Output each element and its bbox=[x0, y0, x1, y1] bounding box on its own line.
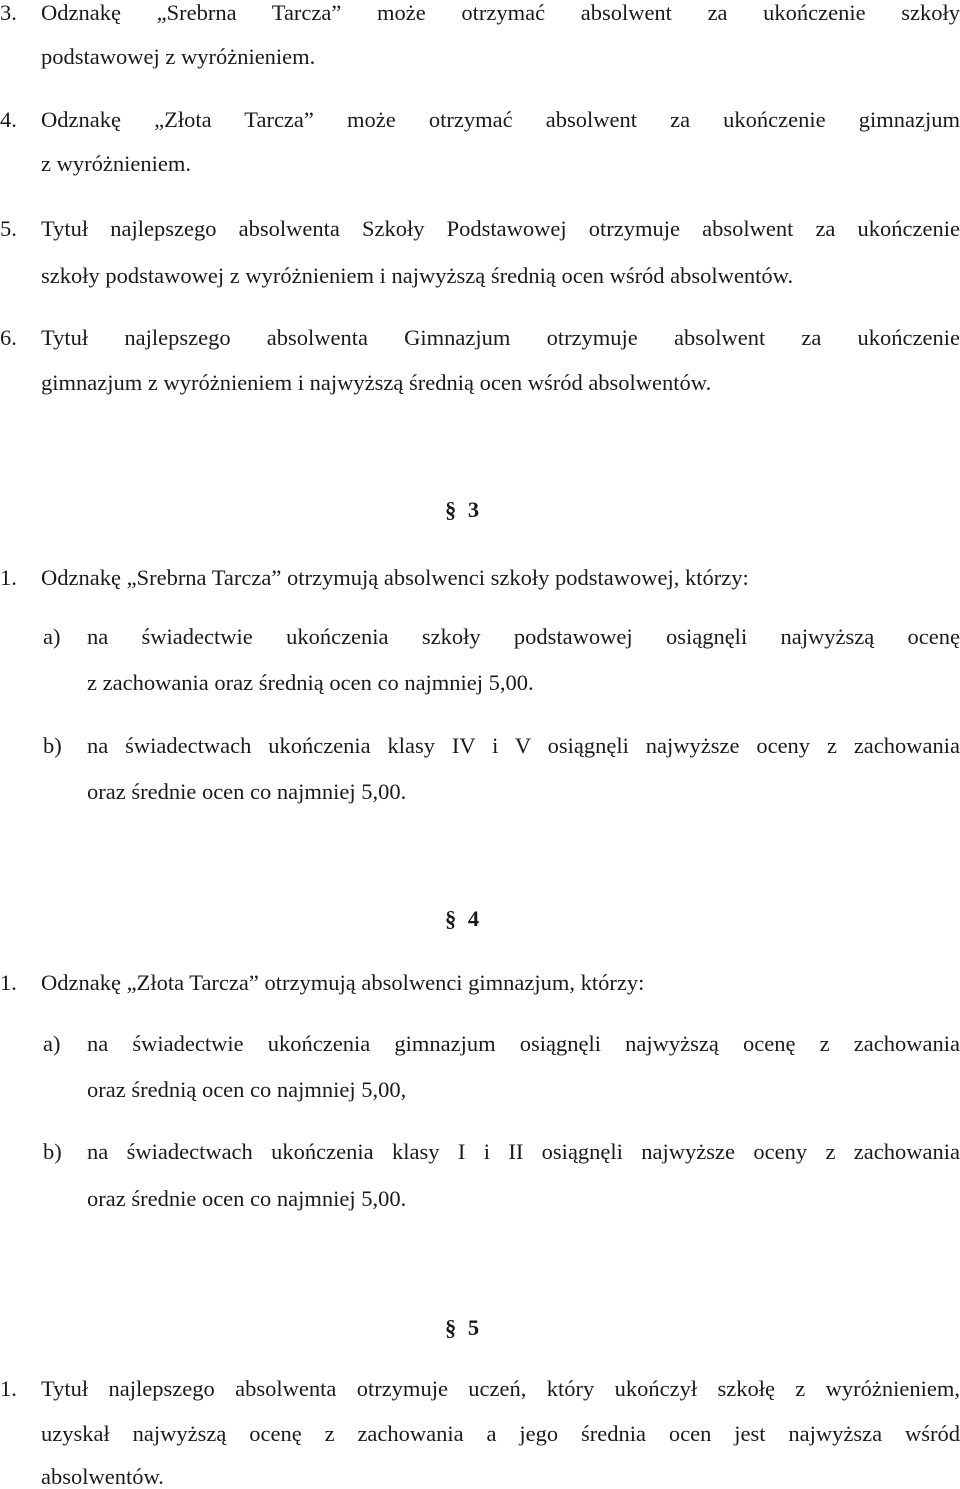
s5-item-1-line3: absolwentów. bbox=[41, 1464, 164, 1489]
s4-b-line1: na świadectwach ukończenia klasy I i II osiągnęli najwyższe oceny z zachowania bbox=[87, 1139, 960, 1164]
item-6-number: 6. bbox=[0, 325, 17, 350]
item-5-text-line1: Tytuł najlepszego absolwenta Szkoły Podstawowej otrzymuje absolwent za ukończenie bbox=[41, 216, 960, 241]
item-3-text-line2: podstawowej z wyróżnieniem. bbox=[41, 44, 316, 69]
section-number: 5 bbox=[467, 1315, 480, 1340]
item-4-number: 4. bbox=[0, 107, 17, 132]
section-sign: § bbox=[445, 497, 457, 522]
section-sign: § bbox=[445, 906, 457, 931]
item-3-text-line1: Odznakę „Srebrna Tarcza” może otrzymać absolwent za ukończenie szkoły bbox=[41, 0, 960, 25]
s4-a-line1: na świadectwie ukończenia gimnazjum osiągnęli najwyższą ocenę z zachowania bbox=[87, 1031, 960, 1056]
item-4-text-line1: Odznakę „Złota Tarcza” może otrzymać absolwent za ukończenie gimnazjum bbox=[41, 107, 960, 132]
section-sign: § bbox=[445, 1315, 457, 1340]
s4-item-1-number: 1. bbox=[0, 970, 17, 995]
section-5-heading bbox=[445, 1315, 479, 1341]
s3-b-line1: na świadectwach ukończenia klasy IV i V osiągnęli najwyższe oceny z zachowania bbox=[87, 733, 960, 758]
item-6-text-line1: Tytuł najlepszego absolwenta Gimnazjum otrzymuje absolwent za ukończenie bbox=[41, 325, 960, 350]
s4-item-1-text: Odznakę „Złota Tarcza” otrzymują absolwenci gimnazjum, którzy: bbox=[41, 970, 645, 995]
section-number: 3 bbox=[467, 497, 480, 522]
s3-b-label: b) bbox=[43, 733, 62, 758]
s4-a-label: a) bbox=[43, 1031, 61, 1056]
s3-a-line2: z zachowania oraz średnią ocen co najmniej 5,00. bbox=[87, 670, 534, 695]
s5-item-1-line1: Tytuł najlepszego absolwenta otrzymuje uczeń, który ukończył szkołę z wyróżnieniem, bbox=[41, 1376, 960, 1401]
section-4-heading bbox=[445, 906, 479, 932]
item-4-text-line2: z wyróżnieniem. bbox=[41, 151, 191, 176]
s3-b-line2: oraz średnie ocen co najmniej 5,00. bbox=[87, 779, 407, 804]
s4-a-line2: oraz średnią ocen co najmniej 5,00, bbox=[87, 1077, 407, 1102]
item-5-text-line2: szkoły podstawowej z wyróżnieniem i najwyższą średnią ocen wśród absolwentów. bbox=[41, 263, 794, 288]
s5-item-1-line2: uzyskał najwyższą ocenę z zachowania a jego średnia ocen jest najwyższa wśród bbox=[41, 1421, 960, 1446]
section-number: 4 bbox=[467, 906, 480, 931]
s3-a-line1: na świadectwie ukończenia szkoły podstawowej osiągnęli najwyższą ocenę bbox=[87, 624, 960, 649]
item-5-number: 5. bbox=[0, 216, 17, 241]
item-6-text-line2: gimnazjum z wyróżnieniem i najwyższą średnią ocen wśród absolwentów. bbox=[41, 370, 712, 395]
item-3-number: 3. bbox=[0, 0, 17, 25]
s3-a-label: a) bbox=[43, 624, 61, 649]
s4-b-label: b) bbox=[43, 1139, 62, 1164]
section-3-heading bbox=[445, 497, 479, 523]
s5-item-1-number: 1. bbox=[0, 1376, 17, 1401]
s4-b-line2: oraz średnie ocen co najmniej 5,00. bbox=[87, 1186, 407, 1211]
s3-item-1-number: 1. bbox=[0, 565, 17, 590]
s3-item-1-text: Odznakę „Srebrna Tarcza” otrzymują absolwenci szkoły podstawowej, którzy: bbox=[41, 565, 749, 590]
